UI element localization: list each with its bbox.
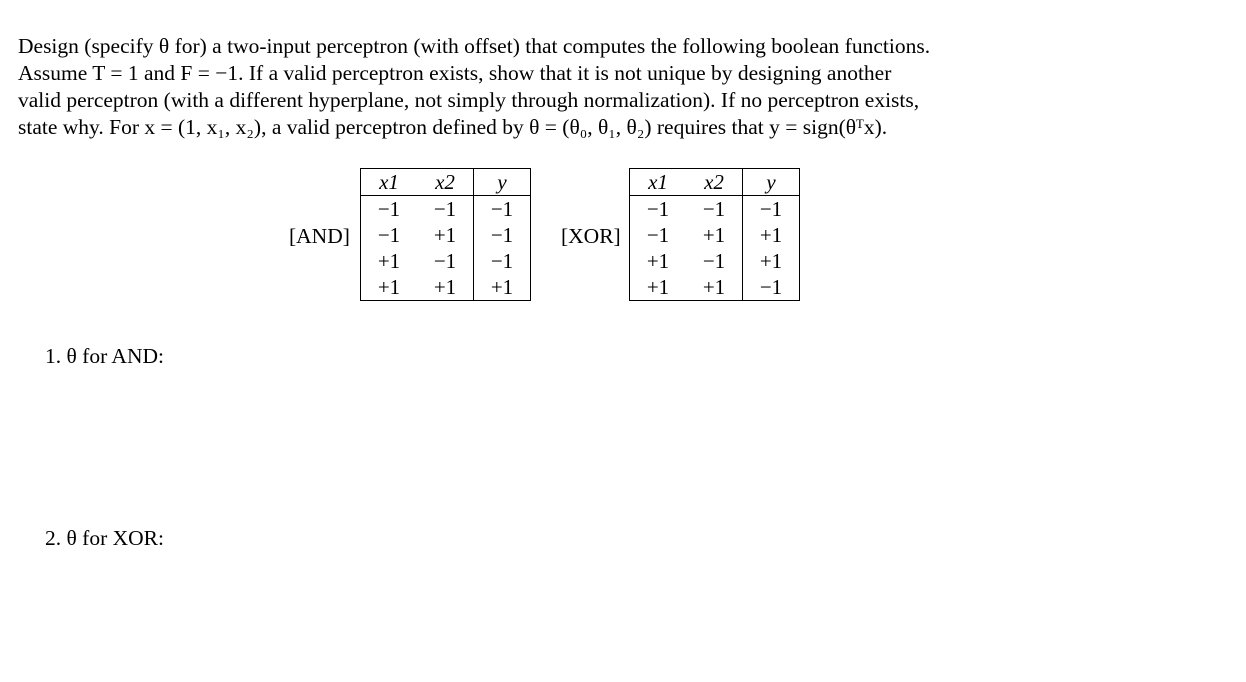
and-cell: −1: [377, 223, 401, 247]
xor-cell: −1: [759, 197, 783, 221]
table-row: [361, 196, 531, 223]
xor-cell: +1: [646, 249, 670, 273]
table-row: [630, 248, 800, 274]
xor-label: [XOR]: [561, 224, 621, 248]
xor-truth-table: [629, 168, 800, 301]
table-row: [630, 196, 800, 223]
xor-cell: +1: [646, 275, 670, 299]
problem-line-4: state why. For x = (1, x₁, x₂), a valid perceptron defined by θ = (θ₀, θ₁, θ₂) requires that y = sign(θᵀx).: [18, 115, 888, 139]
and-truth-table: [360, 168, 531, 301]
problem-line-3: valid perceptron (with a different hyperplane, not simply through normalization). If no perceptron exists,: [18, 88, 920, 112]
problem-line-1: Design (specify θ for) a two-input perceptron (with offset) that computes the following boolean functions.: [18, 34, 931, 58]
xor-cell: +1: [686, 222, 743, 248]
truth-tables: [0, 168, 1246, 308]
xor-header-row: [630, 169, 800, 196]
question-1: [45, 343, 164, 370]
and-header-y: y: [474, 169, 531, 196]
question-2: [45, 525, 164, 552]
table-row: [361, 274, 531, 301]
xor-cell: −1: [686, 248, 743, 274]
and-cell: +1: [417, 274, 474, 301]
and-cell: −1: [417, 248, 474, 274]
problem-line-2: Assume T = 1 and F = −1. If a valid perceptron exists, show that it is not unique by designing another: [18, 61, 892, 85]
xor-header-x1: x1: [630, 169, 687, 196]
and-cell: −1: [377, 197, 401, 221]
and-cell: +1: [377, 249, 401, 273]
question-2-number: 2.: [45, 526, 62, 550]
and-header-x2: x2: [417, 169, 474, 196]
and-cell: −1: [417, 196, 474, 223]
and-cell: +1: [377, 275, 401, 299]
table-row: [361, 248, 531, 274]
and-cell: −1: [490, 249, 514, 273]
table-row: [630, 274, 800, 301]
table-row: [630, 222, 800, 248]
question-2-text: θ for XOR:: [66, 526, 164, 550]
and-header-x1: x1: [361, 169, 418, 196]
xor-cell: +1: [686, 274, 743, 301]
question-1-text: θ for AND:: [66, 344, 164, 368]
xor-cell: −1: [686, 196, 743, 223]
xor-cell: +1: [759, 223, 783, 247]
and-cell: −1: [490, 223, 514, 247]
and-label: [AND]: [289, 224, 350, 248]
and-cell: −1: [490, 197, 514, 221]
xor-header-x2: x2: [686, 169, 743, 196]
and-cell: +1: [417, 222, 474, 248]
table-row: [361, 222, 531, 248]
xor-cell: −1: [646, 223, 670, 247]
and-header-row: [361, 169, 531, 196]
question-1-number: 1.: [45, 344, 62, 368]
xor-cell: −1: [759, 275, 783, 299]
and-cell: +1: [490, 275, 514, 299]
xor-cell: −1: [646, 197, 670, 221]
problem-statement: [18, 33, 1118, 141]
xor-cell: +1: [759, 249, 783, 273]
xor-header-y: y: [743, 169, 800, 196]
